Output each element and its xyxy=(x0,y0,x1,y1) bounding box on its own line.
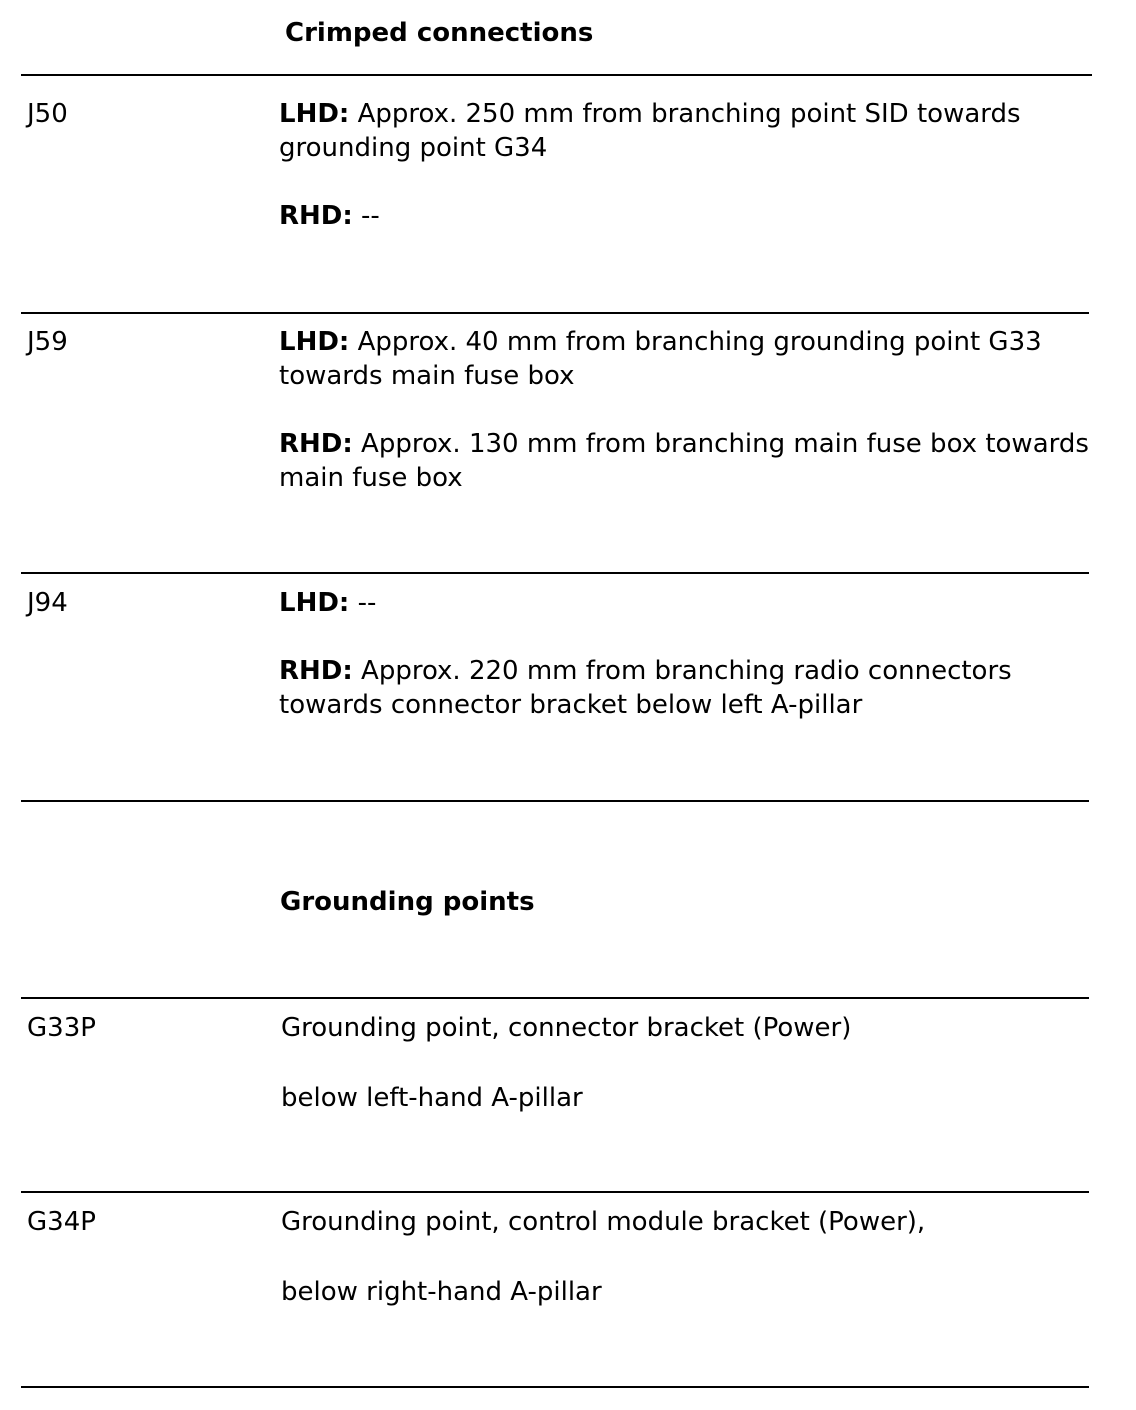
table-rule xyxy=(21,74,1092,76)
rhd-label: RHD: xyxy=(279,656,353,686)
connection-description xyxy=(279,325,1109,495)
grounding-line: below left-hand A-pillar xyxy=(281,1083,583,1113)
rhd-label: RHD: xyxy=(279,429,353,459)
section-title-crimped-connections: Crimped connections xyxy=(285,18,594,48)
lhd-line xyxy=(279,586,1109,620)
lhd-line xyxy=(279,97,1109,165)
grounding-description xyxy=(281,1011,1111,1115)
grounding-code: G34P xyxy=(27,1207,96,1237)
lhd-text: Approx. 250 mm from branching point SID towards grounding point G34 xyxy=(279,99,1021,163)
lhd-label: LHD: xyxy=(279,588,350,618)
connection-code: J59 xyxy=(27,327,68,357)
table-rule xyxy=(21,312,1089,314)
grounding-description xyxy=(281,1205,1111,1309)
rhd-line xyxy=(279,427,1109,495)
grounding-code: G33P xyxy=(27,1013,96,1043)
connection-code: J50 xyxy=(27,99,68,129)
connection-description xyxy=(279,97,1109,233)
rhd-label: RHD: xyxy=(279,201,353,231)
lhd-text: Approx. 40 mm from branching grounding point G33 towards main fuse box xyxy=(279,327,1042,391)
table-rule xyxy=(21,800,1089,802)
connection-code: J94 xyxy=(27,588,68,618)
lhd-line xyxy=(279,325,1109,393)
lhd-text: -- xyxy=(349,588,377,618)
table-rule xyxy=(21,997,1089,999)
table-rule xyxy=(21,1386,1089,1388)
table-rule xyxy=(21,1191,1089,1193)
lhd-label: LHD: xyxy=(279,99,350,129)
grounding-line: Grounding point, control module bracket (Power), xyxy=(281,1207,926,1237)
rhd-line xyxy=(279,199,1109,233)
table-rule xyxy=(21,572,1089,574)
rhd-text: Approx. 220 mm from branching radio connectors towards connector bracket below left A-pillar xyxy=(279,656,1012,720)
lhd-label: LHD: xyxy=(279,327,350,357)
rhd-text: Approx. 130 mm from branching main fuse box towards main fuse box xyxy=(279,429,1089,493)
rhd-line xyxy=(279,654,1109,722)
rhd-text: -- xyxy=(352,201,380,231)
grounding-line: below right-hand A-pillar xyxy=(281,1277,602,1307)
grounding-line: Grounding point, connector bracket (Power) xyxy=(281,1013,852,1043)
section-title-grounding-points: Grounding points xyxy=(280,887,535,917)
connection-description xyxy=(279,586,1109,722)
